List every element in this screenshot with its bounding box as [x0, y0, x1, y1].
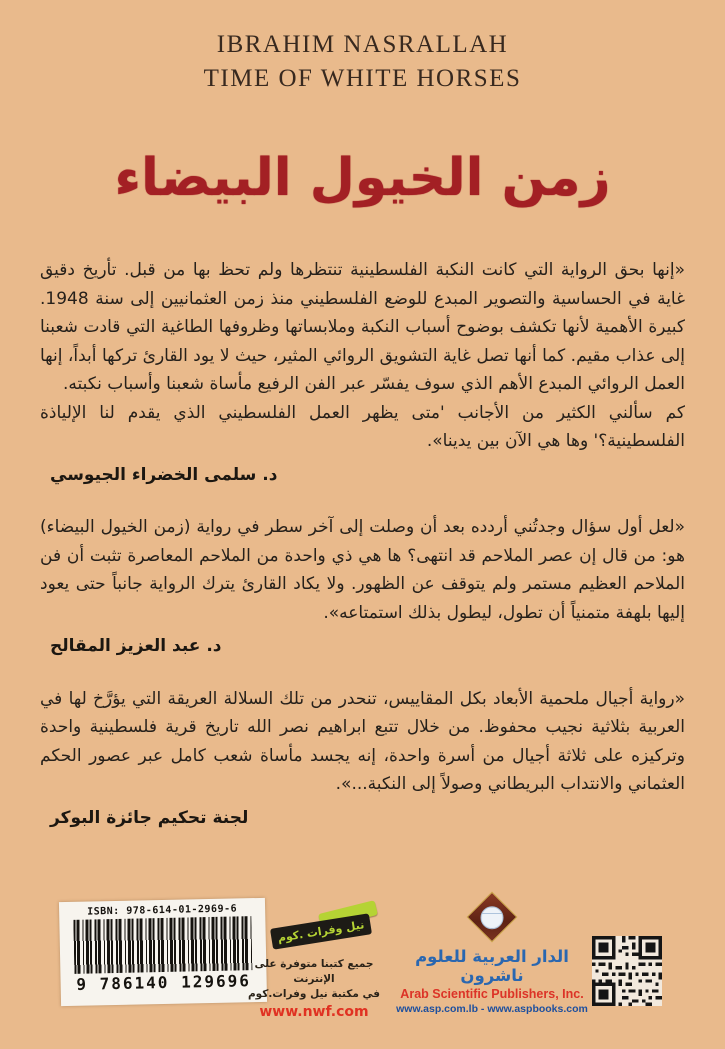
qr-code-icon [592, 936, 662, 1006]
book-title-arabic-calligraphy: زمن الخيول البيضاء [114, 148, 611, 208]
publisher-diamond-globe-icon [467, 892, 518, 943]
english-header [0, 0, 725, 96]
quote-maqaleh [40, 513, 685, 661]
quote-paragraph: «لعل أول سؤال وجدتُني أردده بعد أن وصلت إلى آخر سطر في رواية (زمن الخيول البيضاء) هو: من قال إن عصر الملاحم قد انتهى؟ ها هي ذي واحدة من الملاحم المعاصرة تثبت أن فن الملاحم العظيم مستمر ولم يتوقف عن الظهور. ولا يكاد القارئ يترك الرواية جانباً حتى يعود إليها بلهفة متمنياً أن تطول، ليطول بذلك استمتاعه». [40, 517, 685, 623]
nwf-black-tag-icon: نيل وفرات .كوم [270, 913, 372, 949]
publisher-urls: www.asp.com.lb - www.aspbooks.com [396, 1003, 588, 1015]
nwf-tagline-line1: جميع كتبنا متوفرة على الإنترنت [254, 958, 374, 985]
book-title-english: TIME OF WHITE HORSES [203, 65, 522, 92]
isbn-digits: 9 786140 129696 [76, 971, 252, 994]
footer-strip [0, 893, 725, 1023]
isbn-barcode [59, 898, 267, 1006]
author-name: IBRAHIM NASRALLAH [216, 31, 509, 58]
publisher-logo-block [392, 893, 592, 1015]
publisher-name-arabic: الدار العربية للعلوم ناشرون [415, 947, 569, 985]
isbn-label: ISBN: 978-614-01-2969-6 [87, 903, 238, 918]
publisher-name-english: Arab Scientific Publishers, Inc. [400, 987, 584, 1001]
nwf-price-tags-icon [243, 901, 385, 953]
quote-attribution: د. سلمى الخضراء الجيوسي [50, 464, 278, 485]
nwf-url: www.nwf.com [259, 1004, 369, 1020]
quote-jayyusi [40, 256, 685, 489]
quote-paragraph: «رواية أجيال ملحمية الأبعاد بكل المقاييس، تنحدر من تلك السلالة العريقة التي يؤرَّخ لها في العربية بثلاثية نجيب محفوظ. من خلال تتبع ابراهيم نصر الله تاريخ قرية فلسطينية واحدة وتركيزه على ثلاثة أجيال من أسرة واحدة، إنه يجسد مأساة شعب كامل عبر عصور الحكم العثماني والانتداب البريطاني وصولاً إلى النكبة...». [40, 688, 685, 794]
review-quotes [0, 256, 725, 832]
quote-attribution: د. عبد العزيز المقالح [50, 636, 222, 656]
nwf-tagline-line2: في مكتبة نيل وفرات.كوم [247, 988, 381, 1000]
quote-paragraph: «إنها بحق الرواية التي كانت النكبة الفلسطينية تنتظرها ولم تحظ بها من قبل. تأريخ دقيق غاية في الحساسية والتصوير المبدع للوضع الفلسطيني منذ زمن العثمانيين إلى سنة 1948. كبيرة الأهمية لأنها تكشف بوضوح أسباب النكبة وملابساتها وظروفها الطاغية التي قادت شعبنا إلى عذاب مقيم. كما أنها تصل غاية التشويق الروائي المثير، حيث لا يود القارئ تركها أبداً، إنها العمل الروائي المبدع الأهم الذي سوف يفسّر عبر الفن الرفيع مأساة شعبنا وأسباب نكبته. [40, 260, 685, 394]
quote-paragraph: كم سألني الكثير من الأجانب 'متى يظهر العمل الفلسطيني الذي يقدم لنا الإلياذة الفلسطينية؟' وها هي الآن بين يدينا». [40, 402, 685, 451]
globe-icon [481, 906, 504, 929]
nwf-tagline [243, 957, 385, 1002]
nwf-logo-block [243, 901, 385, 1020]
quote-booker-jury [40, 685, 685, 833]
quote-attribution: لجنة تحكيم جائزة البوكر [50, 807, 249, 828]
barcode-bars-icon [73, 916, 252, 974]
